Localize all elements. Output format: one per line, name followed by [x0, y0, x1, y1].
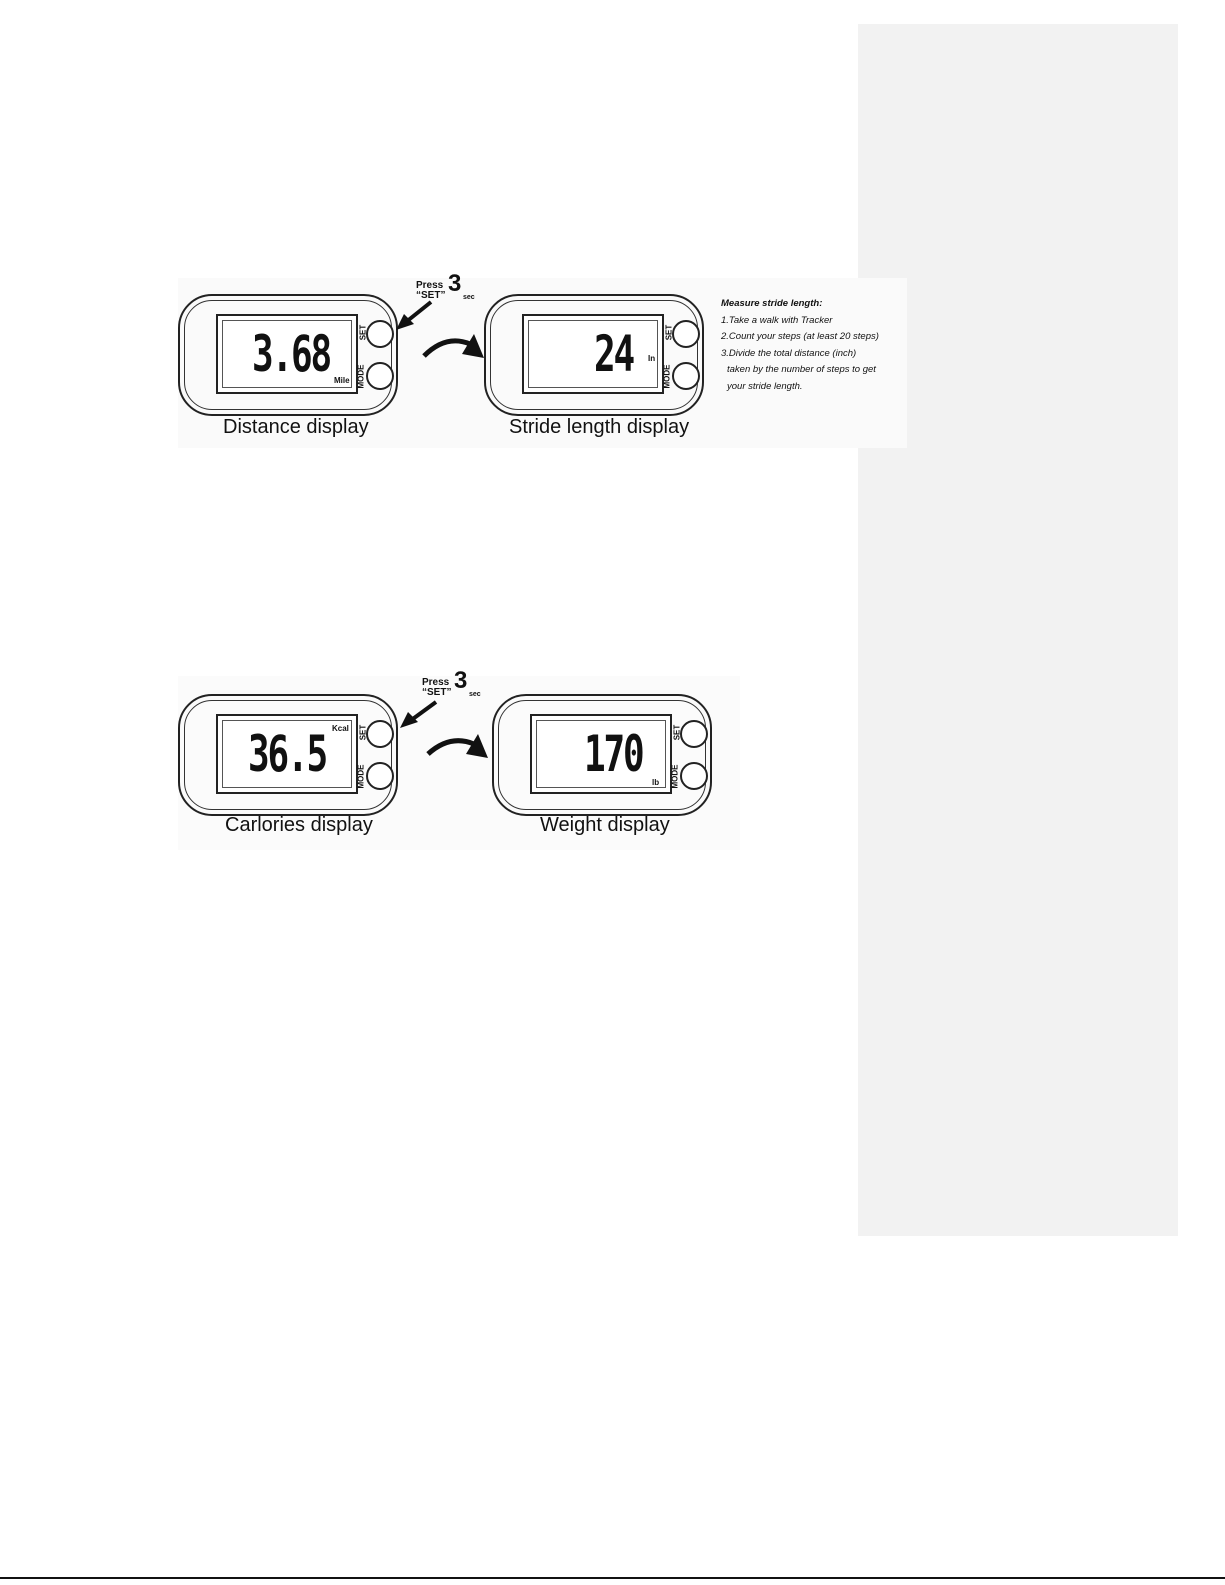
lcd-value: 24	[594, 325, 634, 383]
press-set-instruction: Press “SET” 3 sec	[416, 270, 475, 301]
calories-caption: Carlories display	[225, 814, 373, 836]
mode-button[interactable]	[680, 762, 708, 790]
set-label: SET	[358, 324, 368, 341]
stride-instructions	[721, 296, 901, 395]
mode-label: MODE	[356, 364, 366, 389]
distance-caption: Distance display	[223, 416, 369, 438]
lcd-value: 170	[584, 725, 643, 783]
note-line: your stride length.	[727, 380, 803, 392]
note-line: 2.Count your steps (at least 20 steps)	[721, 331, 879, 342]
curved-arrow-icon	[424, 334, 484, 358]
note-title: Measure stride length:	[721, 298, 823, 309]
page-bottom-rule	[0, 1577, 1225, 1579]
lcd-unit: lb	[652, 778, 660, 787]
set-button[interactable]	[680, 720, 708, 748]
note-line: taken by the number of steps to get	[727, 364, 876, 375]
pedometer-weight	[492, 694, 712, 816]
weight-caption: Weight display	[540, 814, 670, 836]
stride-caption: Stride length display	[509, 416, 690, 438]
lcd-unit: Mile	[334, 376, 350, 385]
lcd-unit: Kcal	[332, 724, 349, 733]
lcd-value: 3.68	[252, 325, 331, 383]
note-line: 3.Divide the total distance (inch)	[721, 347, 857, 359]
press-set-instruction: Press “SET” 3 sec	[422, 667, 481, 698]
lcd-screen	[530, 714, 672, 794]
mode-button[interactable]	[672, 362, 700, 390]
curved-arrow-icon	[428, 734, 488, 758]
mode-label: MODE	[670, 764, 680, 789]
pedometer-stride	[484, 294, 704, 416]
mode-label: MODE	[356, 764, 366, 789]
mode-label: MODE	[662, 364, 672, 389]
note-line: 1.Take a walk with Tracker	[721, 314, 833, 326]
weight-figure	[178, 667, 740, 850]
set-label: SET	[672, 724, 682, 741]
lcd-screen	[522, 314, 664, 394]
set-label: SET	[664, 324, 674, 341]
set-button[interactable]	[672, 320, 700, 348]
margin-comment-panel	[858, 24, 1178, 1236]
pointer-arrow-icon	[396, 302, 431, 330]
lcd-value: 36.5	[248, 725, 327, 783]
lcd-unit: In	[648, 354, 656, 363]
set-label: SET	[358, 724, 368, 741]
pointer-arrow-icon	[400, 702, 436, 728]
